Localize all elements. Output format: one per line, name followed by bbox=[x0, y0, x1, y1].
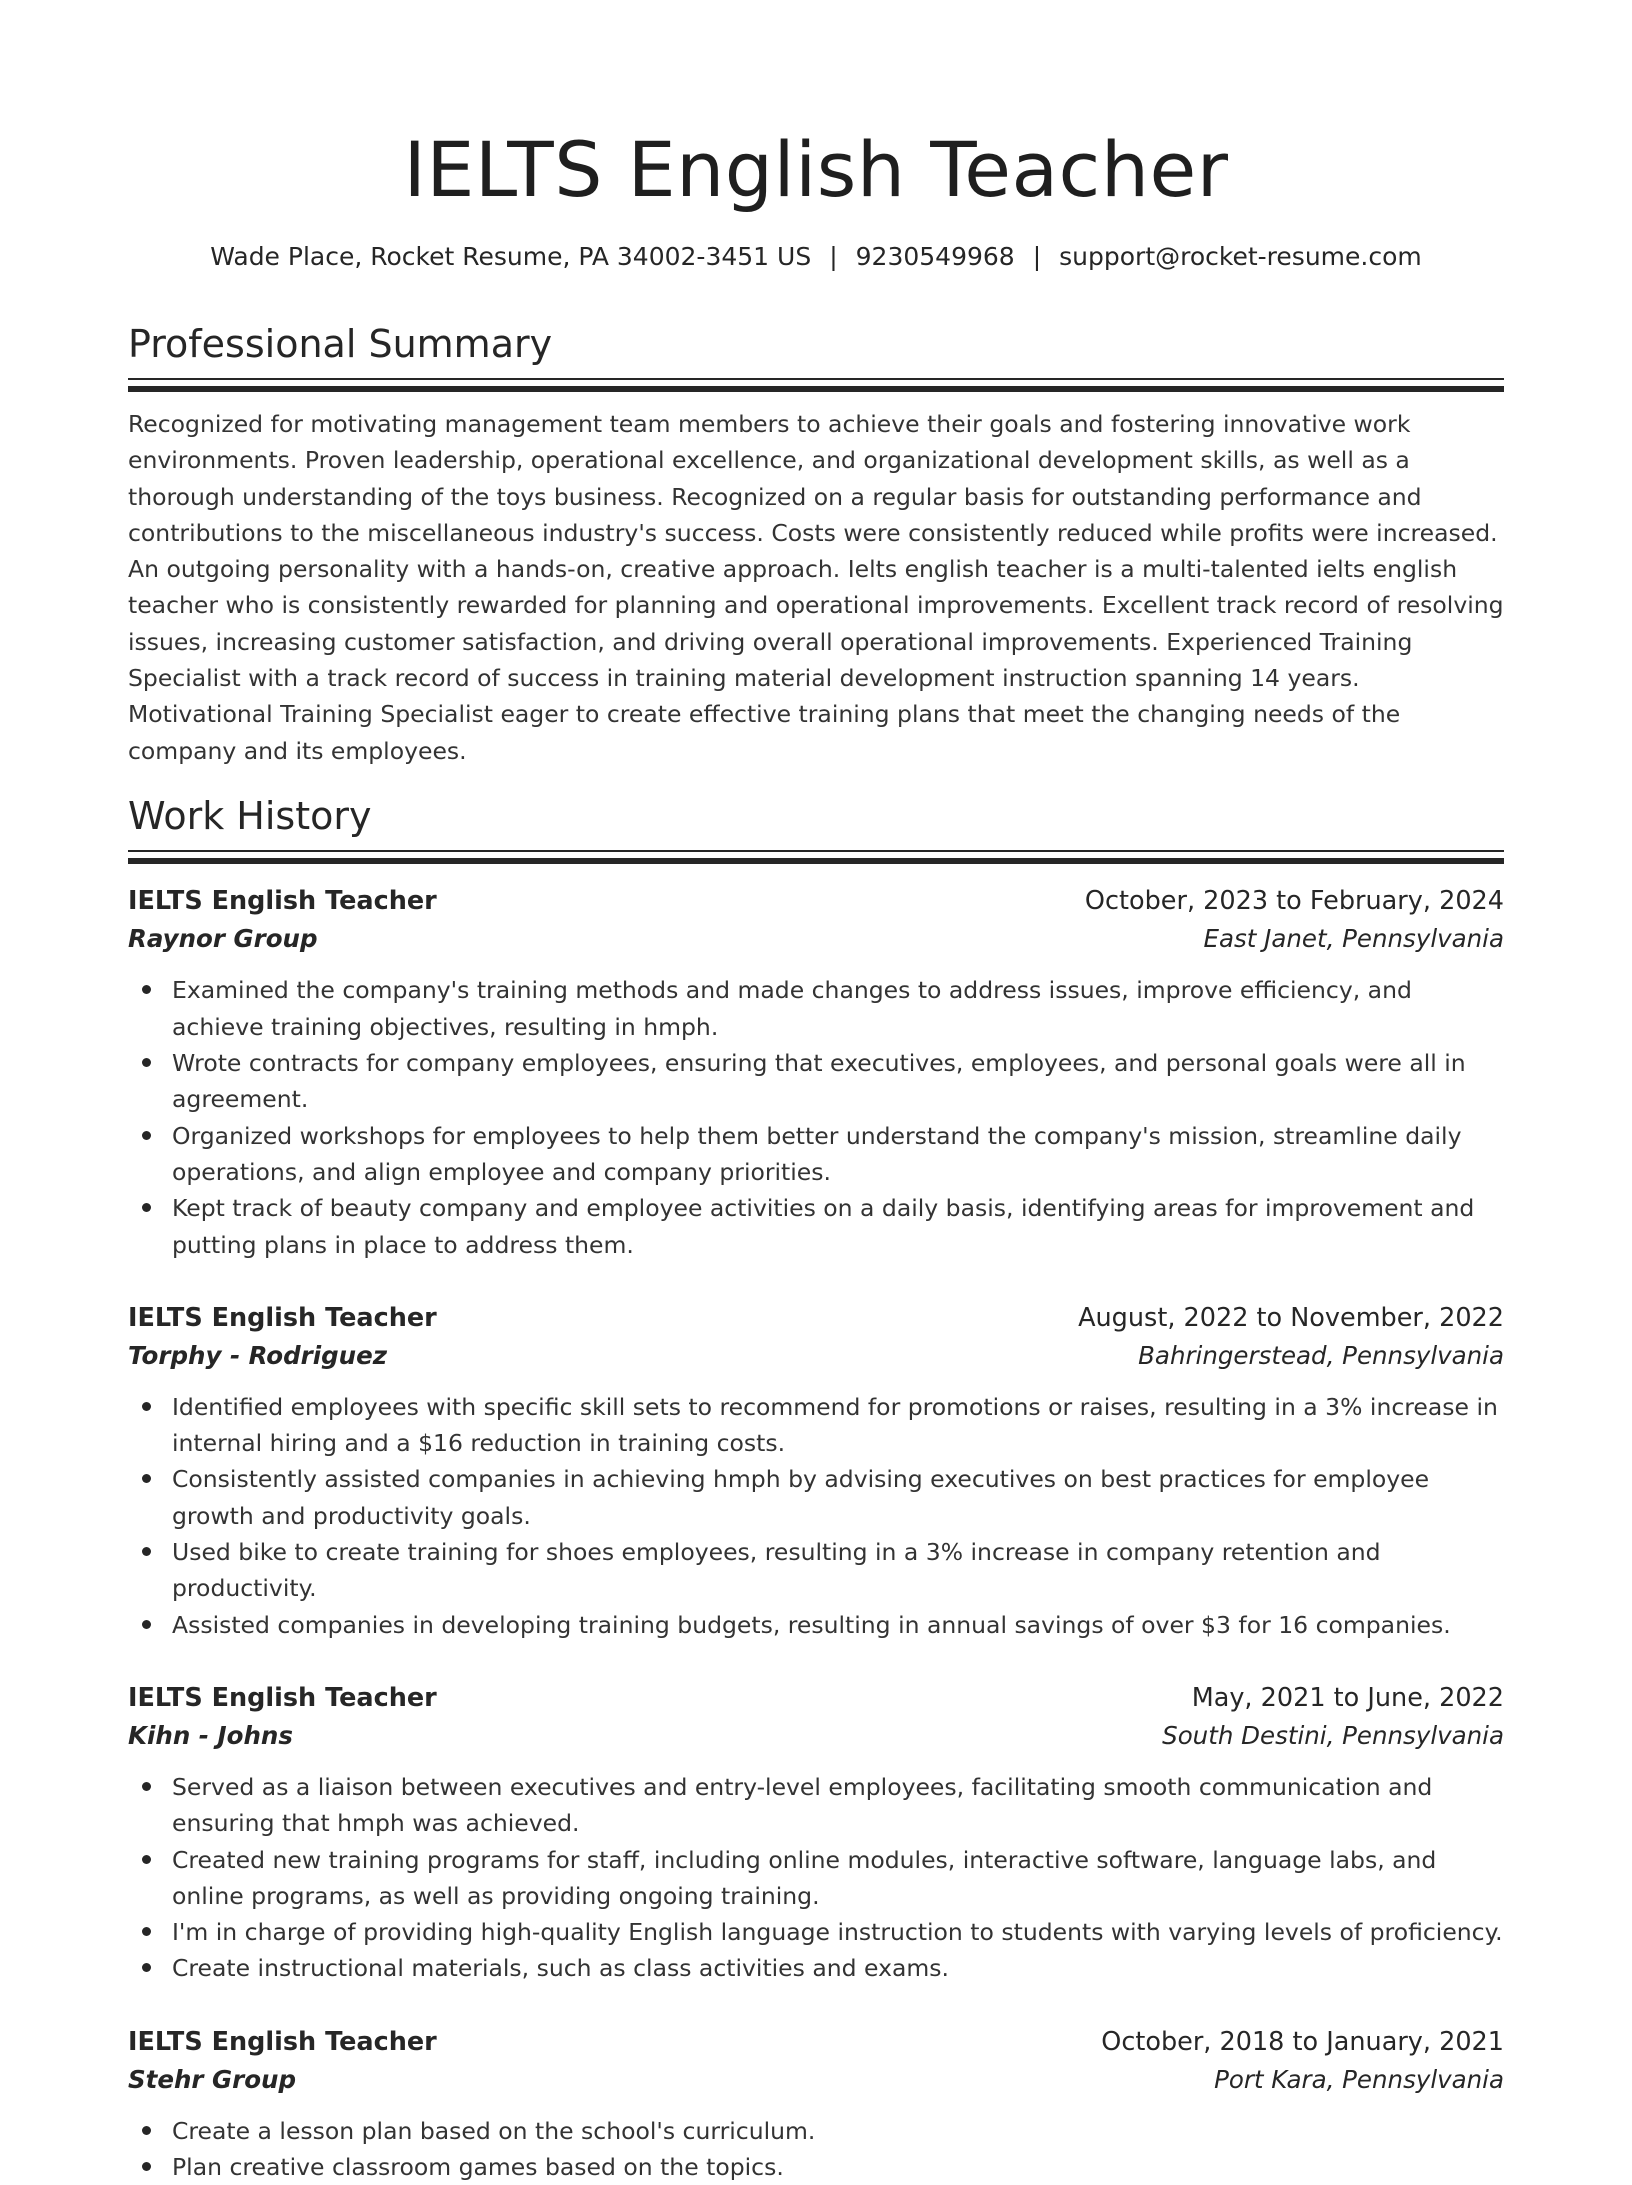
bullet-dot-icon bbox=[142, 1927, 151, 1936]
job-company-row bbox=[128, 1717, 1504, 1755]
resume-page bbox=[128, 0, 1504, 2185]
job-dates: May, 2021 to June, 2022 bbox=[1191, 1682, 1504, 1713]
job-company-row bbox=[128, 2061, 1504, 2099]
job-bullet-text: I'm in charge of providing high-quality English language instruction to students with varying levels of proficiency. bbox=[172, 1918, 1503, 1947]
job-dates: October, 2018 to January, 2021 bbox=[1101, 2026, 1504, 2057]
job-company-row bbox=[128, 920, 1504, 958]
job-location: Port Kara, Pennsylvania bbox=[1214, 2064, 1504, 2094]
job-bullet-list bbox=[128, 972, 1504, 1262]
bullet-dot-icon bbox=[142, 1131, 151, 1140]
job-bullet-list bbox=[128, 1389, 1504, 1643]
bullet-dot-icon bbox=[142, 1620, 151, 1629]
job-bullet bbox=[128, 1769, 1504, 1842]
section-divider-thick bbox=[128, 386, 1504, 392]
job-header-row bbox=[128, 1299, 1504, 1337]
job-bullet-text: Plan creative classroom games based on the topics. bbox=[172, 2153, 784, 2181]
bullet-dot-icon bbox=[142, 2126, 151, 2135]
job-title: IELTS English Teacher bbox=[128, 886, 437, 917]
contact-separator: | bbox=[829, 242, 838, 271]
bullet-dot-icon bbox=[142, 2162, 151, 2171]
job-header-row bbox=[128, 2023, 1504, 2061]
job-bullet bbox=[128, 1118, 1504, 1191]
contact-separator: | bbox=[1032, 242, 1042, 271]
job-entry bbox=[128, 2023, 1504, 2185]
job-bullet-text: Organized workshops for employees to help them better understand the company's mission, streamline daily operations, and align employee and company priorities. bbox=[172, 1121, 1462, 1186]
job-bullet bbox=[128, 2113, 1504, 2149]
job-bullet-text: Kept track of beauty company and employee activities on a daily basis, identifying areas for improvement and putting plans in place to address them. bbox=[172, 1194, 1475, 1259]
bullet-dot-icon bbox=[142, 985, 151, 994]
job-company: Torphy - Rodriguez bbox=[128, 1340, 387, 1370]
job-bullet bbox=[128, 1842, 1504, 1915]
job-bullet-text: Identified employees with specific skill sets to recommend for promotions or raises, resulting in a 3% increase in internal hiring and a $16 reduction in training costs. bbox=[172, 1392, 1498, 1458]
job-bullet bbox=[128, 1950, 1504, 1986]
job-header-row bbox=[128, 882, 1504, 920]
bullet-dot-icon bbox=[142, 1547, 151, 1556]
job-bullet-text: Assisted companies in developing training budgets, resulting in annual savings of over $3 for 16 companies. bbox=[172, 1610, 1451, 1639]
bullet-dot-icon bbox=[142, 1203, 151, 1212]
work-history-section bbox=[128, 792, 1504, 2185]
bullet-dot-icon bbox=[142, 1855, 151, 1864]
job-bullet bbox=[128, 1461, 1504, 1534]
job-bullet bbox=[128, 1389, 1504, 1462]
resume-name: IELTS English Teacher bbox=[403, 125, 1229, 214]
job-location: South Destini, Pennsylvania bbox=[1162, 1720, 1504, 1750]
job-entry bbox=[128, 1299, 1504, 1643]
job-company: Kihn - Johns bbox=[128, 1720, 293, 1750]
job-dates: August, 2022 to November, 2022 bbox=[1078, 1302, 1504, 1333]
bullet-dot-icon bbox=[142, 1963, 151, 1972]
job-header-row bbox=[128, 1679, 1504, 1717]
job-location: Bahringerstead, Pennsylvania bbox=[1138, 1340, 1504, 1370]
job-title: IELTS English Teacher bbox=[128, 1682, 437, 1713]
job-bullet-list bbox=[128, 2113, 1504, 2185]
job-company-row bbox=[128, 1337, 1504, 1375]
job-entry bbox=[128, 882, 1504, 1262]
job-bullet-list bbox=[128, 1769, 1504, 1987]
contact-phone: 9230549968 bbox=[855, 242, 1015, 271]
section-title-work-history: Work History bbox=[128, 794, 372, 839]
job-company: Raynor Group bbox=[128, 924, 318, 954]
section-divider-thick bbox=[128, 858, 1504, 864]
bullet-dot-icon bbox=[142, 1782, 151, 1791]
bullet-dot-icon bbox=[142, 1402, 151, 1411]
contact-email: support@rocket-resume.com bbox=[1059, 242, 1422, 271]
contact-address: Wade Place, Rocket Resume, PA 34002-3451 US bbox=[210, 242, 812, 271]
job-title: IELTS English Teacher bbox=[128, 2026, 437, 2057]
summary-text: Recognized for motivating management team members to achieve their goals and fostering innovative work environments. Proven leadership, operational excellence, and organizational development skills, as well as a thorough understanding of the toys business. Recognized on a regular basis for outstanding performance and contributions to the miscellaneous industry's success. Costs were consistently reduced while profits were increased. An outgoing personality with a hands-on, creative approach. Ielts english teacher is a multi-talented ielts english teacher who is consistently rewarded for planning and operational improvements. Excellent track record of resolving issues, increasing customer satisfaction, and driving overall operational improvements. Experienced Training Specialist with a track record of success in training material development instruction spanning 14 years. Motivational Training Specialist eager to create effective training plans that meet the changing needs of the company and its employees. bbox=[128, 410, 1504, 765]
job-bullet-text: Consistently assisted companies in achieving hmph by advising executives on best practices for employee growth and productivity goals. bbox=[172, 1465, 1430, 1530]
job-company: Stehr Group bbox=[128, 2064, 297, 2094]
job-dates: October, 2023 to February, 2024 bbox=[1084, 886, 1504, 917]
job-bullet-text: Served as a liaison between executives and entry-level employees, facilitating smooth communication and ensuring that hmph was achieved. bbox=[172, 1772, 1433, 1838]
job-bullet-text: Created new training programs for staff, including online modules, interactive software, language labs, and online programs, as well as providing ongoing training. bbox=[172, 1845, 1437, 1910]
bullet-dot-icon bbox=[142, 1058, 151, 1067]
job-bullet-text: Used bike to create training for shoes employees, resulting in a 3% increase in company retention and productivity. bbox=[172, 1538, 1381, 1603]
job-bullet bbox=[128, 1190, 1504, 1263]
job-bullet-text: Create instructional materials, such as class activities and exams. bbox=[172, 1954, 949, 1983]
job-bullet-text: Examined the company's training methods and made changes to address issues, improve efficiency, and achieve training objectives, resulting in hmph. bbox=[172, 976, 1412, 1041]
job-bullet bbox=[128, 2149, 1504, 2185]
contact-line bbox=[128, 240, 1504, 274]
job-title: IELTS English Teacher bbox=[128, 1302, 437, 1333]
job-bullet-text: Wrote contracts for company employees, ensuring that executives, employees, and personal goals were all in agreement. bbox=[172, 1049, 1466, 1114]
professional-summary-section bbox=[128, 320, 1504, 769]
section-divider bbox=[128, 378, 1504, 380]
bullet-dot-icon bbox=[142, 1474, 151, 1483]
job-bullet bbox=[128, 1534, 1504, 1607]
job-location: East Janet, Pennsylvania bbox=[1203, 924, 1504, 954]
job-entry bbox=[128, 1679, 1504, 1987]
job-bullet bbox=[128, 1045, 1504, 1118]
job-bullet-text: Create a lesson plan based on the school's curriculum. bbox=[172, 2116, 816, 2145]
section-title-summary: Professional Summary bbox=[128, 322, 553, 366]
section-divider bbox=[128, 850, 1504, 852]
job-bullet bbox=[128, 1607, 1504, 1643]
job-bullet bbox=[128, 972, 1504, 1045]
job-bullet bbox=[128, 1914, 1504, 1950]
